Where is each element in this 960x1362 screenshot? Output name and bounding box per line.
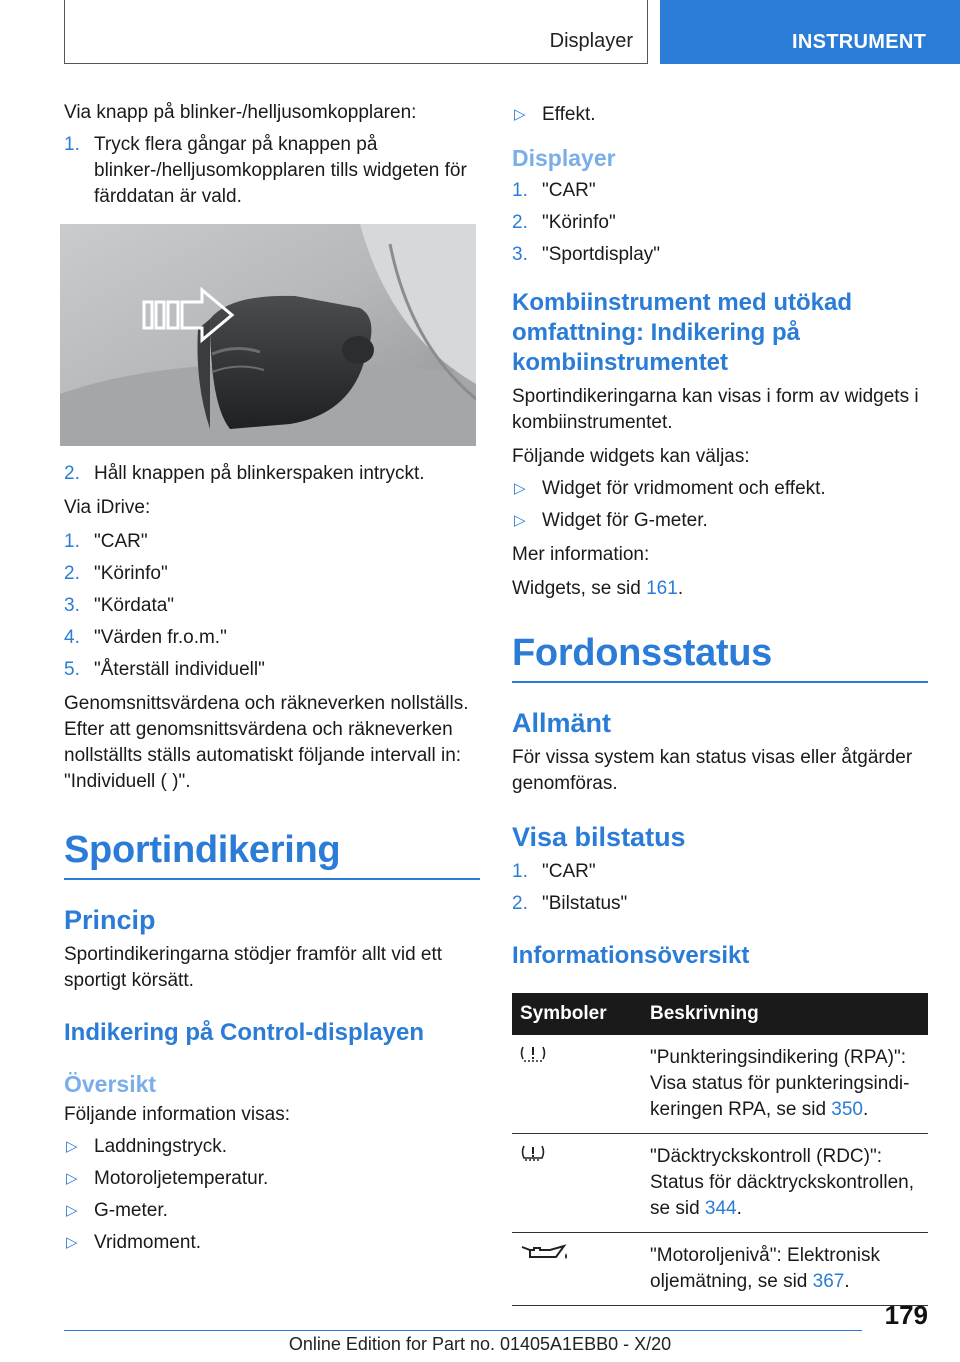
widgets-list <box>512 476 928 534</box>
parking-warning-icon <box>520 1045 546 1063</box>
left-column <box>64 100 480 1256</box>
oversikt-list <box>64 1134 480 1256</box>
step-text: "Körinfo" <box>542 212 616 233</box>
page-link-161[interactable]: 161 <box>646 578 678 599</box>
step-number: 5. <box>64 659 80 680</box>
header-chapter-tab <box>660 0 960 64</box>
header-chapter-title: INSTRUMENT <box>792 31 927 53</box>
tire-pressure-icon <box>520 1144 546 1162</box>
page-link-350[interactable]: 350 <box>831 1099 863 1120</box>
list-item <box>512 508 928 534</box>
step-text: "CAR" <box>94 531 148 552</box>
princip-text: Sportindikeringarna stödjer framför allt vid ett sportigt körsätt. <box>64 944 443 991</box>
description-cell: "Däcktryckskontroll (RDC)": Status för däcktryckskontrollen, se sid 344. <box>642 1134 928 1233</box>
step-text: Håll knappen på blinkerspaken intryckt. <box>94 463 425 484</box>
bullet-text: Laddningstryck. <box>94 1136 228 1157</box>
footer-divider <box>64 1330 862 1331</box>
description-text: "Punkteringsindikering (RPA)": Visa status för punkteringsindikeringen RPA, se sid <box>650 1047 910 1120</box>
header-section-box <box>64 0 648 64</box>
reference-text: Widgets, se sid <box>512 578 647 599</box>
bullet-text: Motoroljetemperatur. <box>94 1168 269 1189</box>
bullet-triangle-icon: ▷ <box>514 512 526 529</box>
table-row <box>512 1035 928 1134</box>
oversikt-heading: Översikt <box>64 1071 157 1097</box>
step-number: 2. <box>512 212 528 233</box>
step-number: 3. <box>64 595 80 616</box>
idrive-label: Via iDrive: <box>64 497 151 518</box>
table-row <box>512 1233 928 1306</box>
status-symbol-table <box>512 993 928 1306</box>
oversikt-intro: Följande information visas: <box>64 1104 290 1125</box>
widgets-reference: Widgets, se sid 161. <box>512 578 684 599</box>
allmant-text: För vissa system kan status visas eller åtgärder genomföras. <box>512 747 913 794</box>
bullet-triangle-icon: ▷ <box>66 1234 78 1251</box>
step-text: "Körinfo" <box>94 563 168 584</box>
step-number: 1. <box>64 134 80 155</box>
step-text: Tryck flera gångar på knappen på blinker-/helljusomkopplaren tills widgeten för färddatan är vald. <box>94 134 467 207</box>
list-item <box>64 1230 480 1256</box>
bullet-triangle-icon: ▷ <box>66 1202 78 1219</box>
bullet-text: Effekt. <box>542 104 596 125</box>
kombi-text: Sportindikeringarna kan visas i form av widgets i kombiinstrumentet. <box>512 386 919 433</box>
step-number: 3. <box>512 244 528 265</box>
step-text: "Bilstatus" <box>542 893 628 914</box>
list-item <box>64 593 480 619</box>
visa-bilstatus-heading: Visa bilstatus <box>512 822 686 852</box>
oil-can-icon <box>520 1243 572 1261</box>
list-item <box>512 210 928 236</box>
bullet-triangle-icon: ▷ <box>66 1138 78 1155</box>
kombi-heading: Kombiinstrument med utökad omfattning: Indikering på kombiinstrumentet <box>512 289 853 376</box>
footer-edition: Online Edition for Part no. 01405A1EBB0 - X/20 <box>288 1334 672 1354</box>
list-item <box>64 132 480 210</box>
informationsoversikt-heading: Informationsöversikt <box>512 942 750 969</box>
list-item <box>64 1134 480 1160</box>
list-item <box>64 561 480 587</box>
header-section-title: Displayer <box>549 30 633 52</box>
description-text: "Däcktryckskontroll (RDC)": Status för däcktryckskontrollen, se sid <box>650 1146 914 1219</box>
step-number: 1. <box>512 861 528 882</box>
step-number: 4. <box>64 627 80 648</box>
step-text: "Värden fr.o.m." <box>94 627 227 648</box>
bullet-text: Vridmoment. <box>94 1232 201 1253</box>
step-number: 1. <box>512 180 528 201</box>
page-link-344[interactable]: 344 <box>704 1198 737 1219</box>
table-row <box>512 1134 928 1233</box>
more-info-label: Mer information: <box>512 544 650 565</box>
step-number: 2. <box>64 463 80 484</box>
list-item <box>64 657 480 683</box>
step-text: "Återställ individuell" <box>94 659 265 680</box>
list-item <box>512 859 928 885</box>
idrive-steps <box>64 529 480 683</box>
page-link-367[interactable]: 367 <box>812 1271 845 1292</box>
table-header-row <box>512 993 928 1035</box>
description-cell: "Punkteringsindikering (RPA)": Visa status för punkteringsindikeringen RPA, se sid 350. <box>642 1035 928 1134</box>
list-item <box>64 1166 480 1192</box>
turn-signal-lever-photo <box>60 224 480 451</box>
step-text: "CAR" <box>542 861 596 882</box>
bullet-triangle-icon: ▷ <box>66 1170 78 1187</box>
list-item <box>64 529 480 555</box>
bullet-text: Widget för vridmoment och effekt. <box>542 478 826 499</box>
list-item <box>512 891 928 917</box>
list-item <box>512 178 928 204</box>
symbol-cell <box>512 1134 642 1233</box>
visa-steps <box>512 859 928 917</box>
list-item <box>512 102 928 128</box>
bullet-triangle-icon: ▷ <box>514 480 526 497</box>
step-text: "Sportdisplay" <box>542 244 661 265</box>
allmant-heading: Allmänt <box>512 708 612 738</box>
bullet-triangle-icon: ▷ <box>514 106 526 123</box>
description-cell: "Motoroljenivå": Elektronisk oljemätning, se sid 367. <box>642 1233 928 1306</box>
column-header: Symboler <box>512 993 642 1035</box>
displayer-heading: Displayer <box>512 145 616 171</box>
step-text: "Kördata" <box>94 595 175 616</box>
symbol-cell <box>512 1233 642 1306</box>
fordonsstatus-heading: Fordonsstatus <box>512 632 928 683</box>
bullet-text: G-meter. <box>94 1200 168 1221</box>
page-number: 179 <box>884 1300 928 1330</box>
reset-text: Genomsnittsvärdena och räkneverken nollställs. Efter att genomsnittsvärdena och räkneverken nollställts ställs automatiskt följande intervall in: "Individuell ( )". <box>64 693 469 792</box>
step-number: 1. <box>64 531 80 552</box>
sportindikering-heading: Sportindikering <box>64 829 480 880</box>
step-number: 2. <box>512 893 528 914</box>
description-text: "Motoroljenivå": Elektronisk oljemätning, se sid <box>650 1245 880 1292</box>
step-number: 2. <box>64 563 80 584</box>
list-item <box>512 242 928 268</box>
symbol-cell <box>512 1035 642 1134</box>
list-item <box>64 625 480 651</box>
list-item <box>64 461 480 487</box>
step-text: "CAR" <box>542 180 596 201</box>
lever-illustration <box>60 224 476 446</box>
princip-heading: Princip <box>64 905 156 935</box>
right-column <box>512 100 928 1306</box>
intro-text: Via knapp på blinker-/helljusomkopplaren: <box>64 102 417 123</box>
list-item <box>64 1198 480 1224</box>
displayer-steps <box>512 178 928 268</box>
control-display-heading: Indikering på Control-displayen <box>64 1019 425 1046</box>
widgets-intro: Följande widgets kan väljas: <box>512 446 750 467</box>
list-item <box>512 476 928 502</box>
column-header: Beskrivning <box>642 993 928 1035</box>
bullet-text: Widget för G-meter. <box>542 510 708 531</box>
